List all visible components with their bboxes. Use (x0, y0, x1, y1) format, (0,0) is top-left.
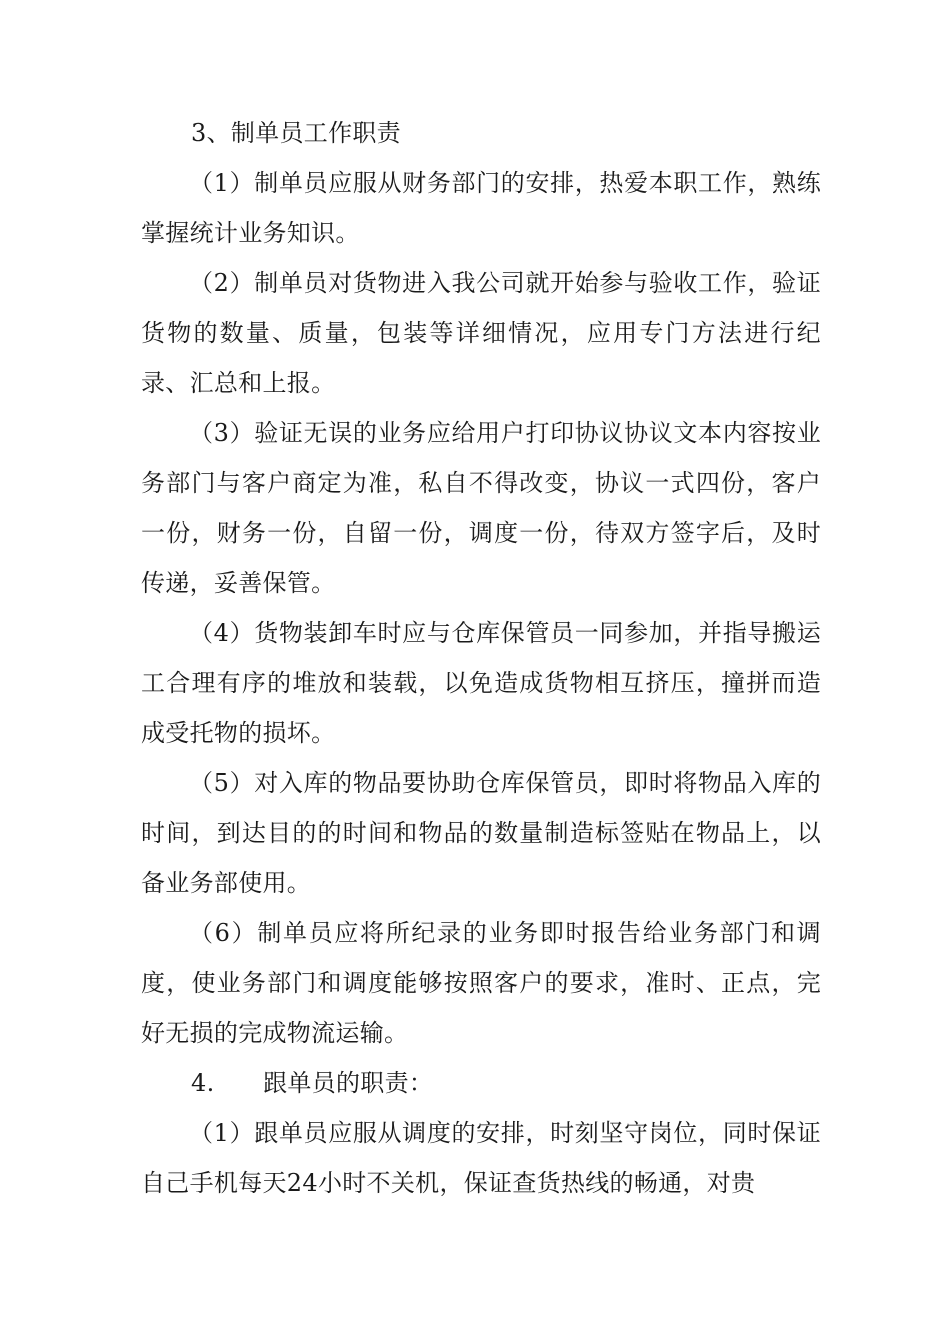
section-3-item-2: （2）制单员对货物进入我公司就开始参与验收工作，验证货物的数量、质量，包装等详细情况，应用专门方法进行纪录、汇总和上报。 (141, 269, 821, 397)
document-body (141, 108, 821, 1208)
section-3-item-5: （5）对入库的物品要协助仓库保管员，即时将物品入库的时间，到达目的的时间和物品的数量制造标签贴在物品上，以备业务部使用。 (141, 769, 821, 897)
section-3-item-1: （1）制单员应服从财务部门的安排，热爱本职工作，熟练掌握统计业务知识。 (141, 169, 821, 247)
section-3-item-6: （6）制单员应将所纪录的业务即时报告给业务部门和调度，使业务部门和调度能够按照客户的要求，准时、正点，完好无损的完成物流运输。 (141, 919, 821, 1047)
section-4-heading: 4. 跟单员的职责： (191, 1069, 434, 1097)
section-3-heading: 3、制单员工作职责 (191, 119, 401, 147)
section-3-item-4: （4）货物装卸车时应与仓库保管员一同参加，并指导搬运工合理有序的堆放和装载，以免造成货物相互挤压，撞拼而造成受托物的损坏。 (141, 619, 821, 747)
section-3-item-3: （3）验证无误的业务应给用户打印协议协议文本内容按业务部门与客户商定为准，私自不得改变，协议一式四份，客户一份，财务一份，自留一份，调度一份，待双方签字后，及时传递，妥善保管。 (141, 419, 821, 597)
section-4-item-1: （1）跟单员应服从调度的安排，时刻坚守岗位，同时保证自己手机每天24小时不关机，保证查货热线的畅通，对贵 (141, 1119, 821, 1197)
